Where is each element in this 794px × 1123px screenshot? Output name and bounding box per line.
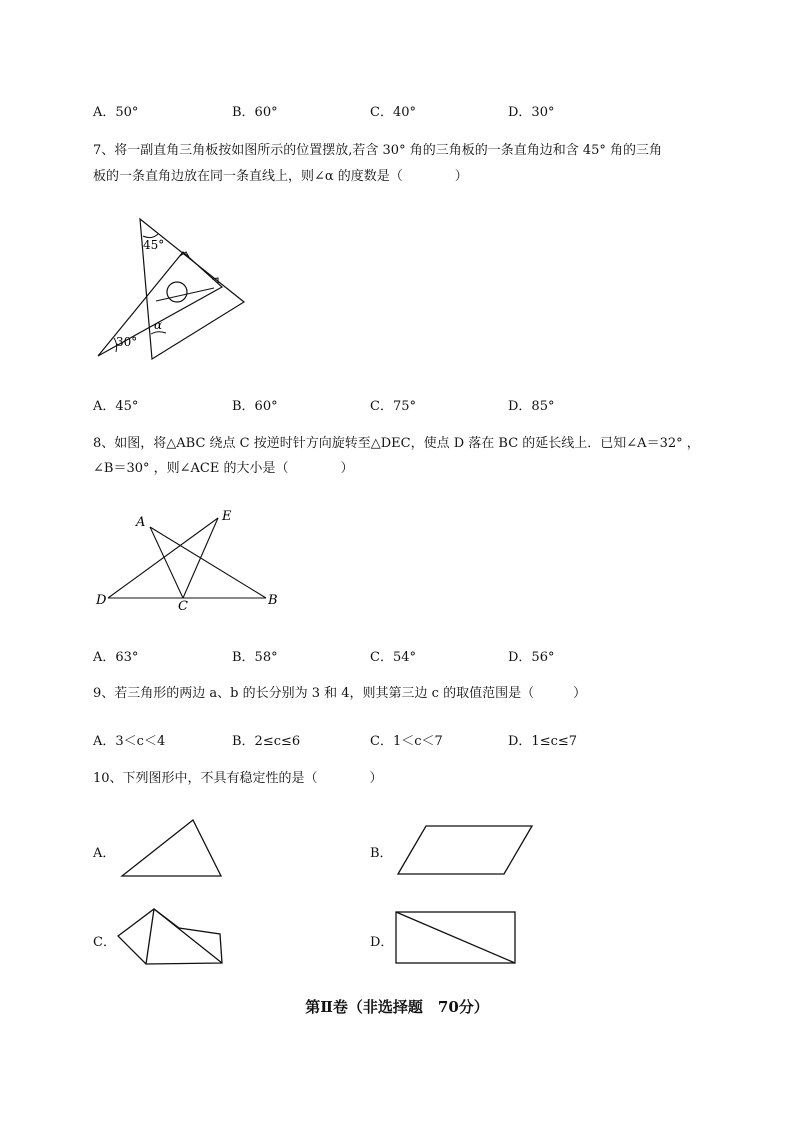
q8-question-line1: 8、如图，将△ABC 绕点 C 按逆时针方向旋转至△DEC，使点 D 落在 BC 的延长线上．已知∠A＝32° ， <box>93 436 700 451</box>
q7-hole-circle <box>167 282 187 302</box>
q8-option-c: C．54° <box>370 650 416 665</box>
q7-option-a: A．45° <box>93 399 139 414</box>
q8-question-line2: ∠B＝30° ，则∠ACE 的大小是（ ） <box>93 461 354 476</box>
q7-label-alpha: α <box>154 318 163 332</box>
q7-option-b: B．60° <box>232 399 278 414</box>
q10-figure-c-pentagon <box>116 906 226 968</box>
q9-question: 9、若三角形的两边 a、b 的长分别为 3 和 4，则其第三边 c 的取值范围是（ ） <box>93 686 587 701</box>
q10-label-c: C． <box>93 935 116 950</box>
q6-option-b: B．60° <box>232 105 278 120</box>
q6-option-a: A．50° <box>93 105 139 120</box>
q7-label-30: 30° <box>116 335 138 349</box>
q8-label-C: C <box>178 599 188 614</box>
q10-figure-a-triangle <box>120 818 225 880</box>
q10-figure-b-parallelogram <box>396 824 534 876</box>
q10-label-d: D． <box>370 935 394 950</box>
q8-line-EC <box>183 518 218 598</box>
q10-label-b: B． <box>370 846 393 861</box>
q7-angle-arc-alpha <box>151 332 166 334</box>
q8-figure-rotation <box>94 507 284 612</box>
q7-option-c: C．75° <box>370 399 416 414</box>
q8-line-AB <box>150 527 266 598</box>
q7-question-line1: 7、将一副直角三角板按如图所示的位置摆放,若含 30° 角的三角板的一条直角边和含 45° 角的三角 <box>93 143 663 158</box>
q8-option-b: B．58° <box>232 650 278 665</box>
q9-option-d: D．1≤c≤7 <box>508 734 578 749</box>
q7-figure-set-squares <box>96 216 246 361</box>
q8-option-d: D．56° <box>508 650 555 665</box>
q8-label-E: E <box>222 509 232 524</box>
q10-figure-d-rectangle <box>394 910 518 966</box>
q7-inner-edge <box>156 288 214 301</box>
q10-question: 10、下列图形中，不具有稳定性的是（ ） <box>93 771 383 786</box>
section-title: 第Ⅱ卷（非选择题 70分） <box>305 998 489 1016</box>
q8-label-B: B <box>268 593 278 608</box>
q8-label-A: A <box>136 515 146 530</box>
q7-question-line2: 板的一条直角边放在同一条直线上，则∠α 的度数是（ ） <box>93 169 468 184</box>
q9-option-c: C．1＜c＜7 <box>370 734 443 749</box>
q7-label-45: 45° <box>143 238 165 252</box>
q8-option-a: A．63° <box>93 650 139 665</box>
q7-option-d: D．85° <box>508 399 555 414</box>
q10-label-a: A． <box>93 846 116 861</box>
q9-option-a: A．3＜c＜4 <box>93 734 166 749</box>
q6-option-c: C．40° <box>370 105 416 120</box>
q6-option-d: D．30° <box>508 105 555 120</box>
q8-label-D: D <box>96 593 107 608</box>
q9-option-b: B．2≤c≤6 <box>232 734 301 749</box>
